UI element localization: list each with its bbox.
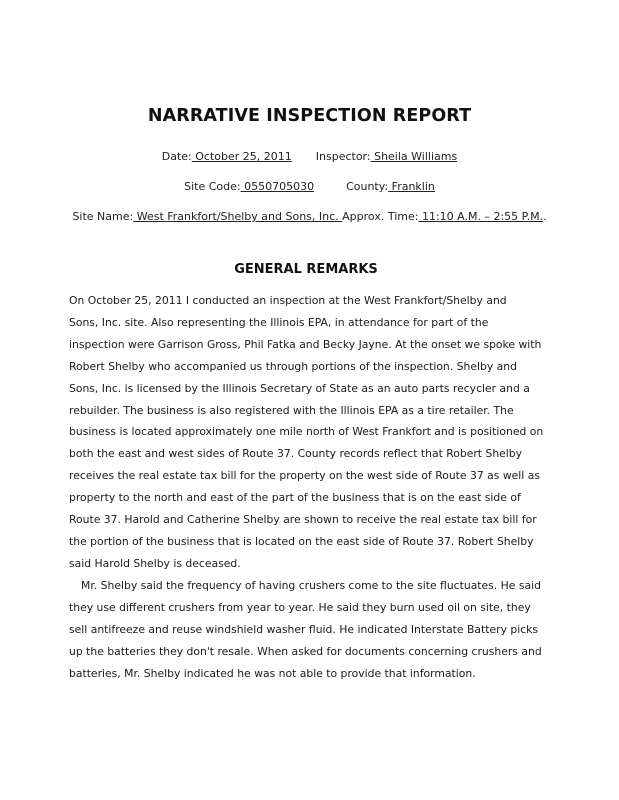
time-period: . (543, 210, 547, 223)
inspector-label: Inspector: (315, 150, 371, 163)
paragraph-line: Mr. Shelby said the frequency of having crushers come to the site fluctuates. He said (81, 579, 541, 592)
date-label: Date: (161, 150, 192, 163)
paragraph-line: rebuilder. The business is also registered with the Illinois EPA as a tire retailer. The (69, 403, 514, 417)
paragraph-line: receives the real estate tax bill for the property on the west side of Route 37 as well as (69, 469, 540, 483)
paragraph-line: property to the north and east of the part of the business that is on the east side of (69, 491, 521, 505)
county-label: County: (346, 180, 389, 193)
date-value: October 25, 2011 (191, 150, 292, 163)
paragraph-line: said Harold Shelby is deceased. (69, 556, 241, 570)
paragraph-line: they use different crushers from year to year. He said they burn used oil on site, they (69, 600, 531, 614)
paragraph-line: batteries, Mr. Shelby indicated he was not able to provide that information. (69, 666, 476, 680)
section-heading: GENERAL REMARKS (234, 262, 378, 277)
paragraph-line: Sons, Inc. is licensed by the Illinois Secretary of State as an auto parts recycler and a (69, 381, 530, 395)
approx-time-label: Approx. Time: (342, 210, 419, 223)
paragraph-general-remarks-1 (69, 290, 549, 575)
site-code-value: 0550705030 (240, 180, 315, 193)
paragraph-line: On October 25, 2011 I conducted an inspection at the West Frankfort/Shelby and (69, 294, 507, 307)
paragraph-line: the portion of the business that is located on the east side of Route 37. Robert Shelby (69, 534, 534, 548)
paragraph-line: Robert Shelby who accompanied us through portions of the inspection. Shelby and (69, 359, 517, 373)
inspector-value: Sheila Williams (370, 150, 458, 163)
paragraph-line: sell antifreeze and reuse windshield washer fluid. He indicated Interstate Battery picks (69, 622, 539, 636)
approx-time-value: 11:10 A.M. – 2:55 P.M. (418, 210, 544, 223)
site-name-time-row (0, 210, 619, 223)
paragraph-general-remarks-2 (69, 575, 549, 685)
site-name-value: West Frankfort/Shelby and Sons, Inc. (133, 210, 343, 223)
paragraph-line: Route 37. Harold and Catherine Shelby are shown to receive the real estate tax bill for (69, 513, 537, 527)
paragraph-line: both the east and west sides of Route 37. County records reflect that Robert Shelby (69, 447, 523, 461)
paragraph-line: inspection were Garrison Gross, Phil Fatka and Becky Jayne. At the onset we spoke with (69, 337, 542, 351)
page-title: NARRATIVE INSPECTION REPORT (147, 106, 472, 126)
site-code-label: Site Code: (184, 180, 241, 193)
paragraph-line: Sons, Inc. site. Also representing the Illinois EPA, in attendance for part of the (69, 315, 489, 329)
paragraph-line: business is located approximately one mile north of West Frankfort and is positioned on (69, 425, 544, 439)
county-value: Franklin (388, 180, 435, 193)
site-code-county-row (0, 180, 619, 193)
paragraph-line: up the batteries they don't resale. When asked for documents concerning crushers and (69, 644, 542, 658)
date-inspector-row (0, 150, 619, 163)
site-name-label: Site Name: (72, 210, 134, 223)
